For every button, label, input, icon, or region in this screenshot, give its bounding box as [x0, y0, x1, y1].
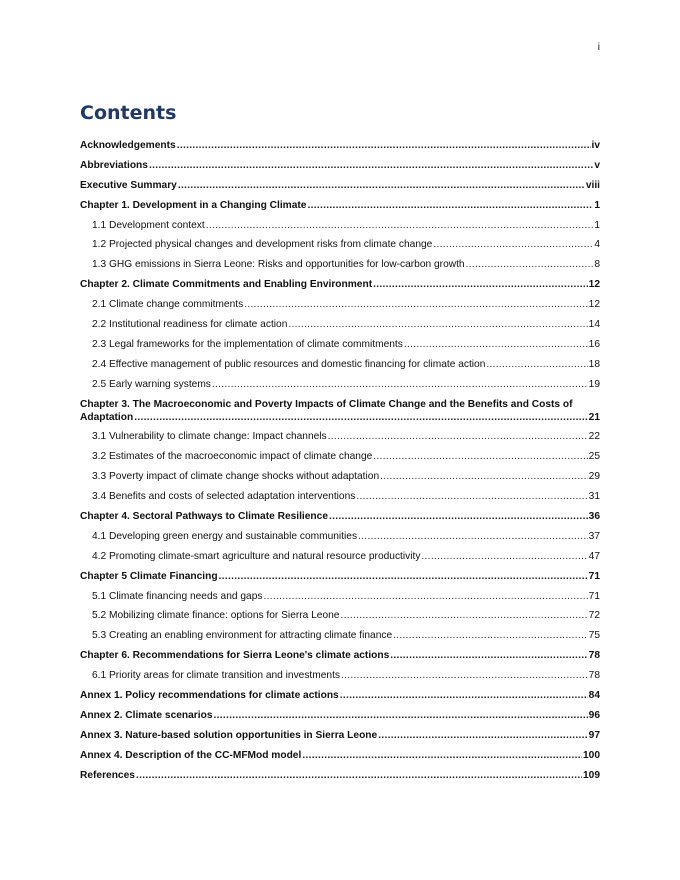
- toc-entry-label: Annex 3. Nature-based solution opportunities in Sierra Leone: [80, 729, 378, 741]
- toc-entry-page: 75: [588, 630, 600, 642]
- toc-entry-page: 31: [588, 491, 600, 503]
- toc-entry-page: 25: [588, 451, 600, 463]
- dot-leader: [136, 769, 582, 782]
- dot-leader: [214, 709, 588, 722]
- dot-leader: [373, 278, 588, 291]
- toc-entry-page: 4: [594, 239, 600, 251]
- toc-entry[interactable]: [80, 358, 600, 371]
- toc-entry-page: v: [594, 159, 600, 171]
- dot-leader: [329, 510, 588, 523]
- dot-leader: [393, 629, 588, 642]
- toc-entry-label: Chapter 5 Climate Financing: [80, 570, 218, 582]
- toc-entry[interactable]: [80, 338, 600, 351]
- toc-entry[interactable]: [80, 378, 600, 391]
- toc-entry[interactable]: [80, 470, 600, 483]
- dot-leader: [373, 450, 587, 463]
- dot-leader: [421, 550, 587, 563]
- dot-leader: [178, 179, 585, 192]
- toc-entry[interactable]: [80, 749, 600, 762]
- toc-entry-page: 29: [588, 471, 600, 483]
- toc-entry-label: 3.4 Benefits and costs of selected adaptation interventions: [92, 491, 356, 503]
- toc-entry-label: 2.2 Institutional readiness for climate action: [92, 319, 288, 331]
- toc-entry-label: 2.3 Legal frameworks for the implementation of climate commitments: [92, 338, 403, 350]
- dot-leader: [380, 470, 588, 483]
- toc-entry-label: Annex 2. Climate scenarios: [80, 709, 213, 721]
- toc-entry-label: 3.2 Estimates of the macroeconomic impact of climate change: [92, 451, 373, 463]
- toc-entry-page: 14: [588, 319, 600, 331]
- toc-entry-label: 2.1 Climate change commitments: [92, 299, 244, 311]
- dot-leader: [466, 258, 594, 271]
- toc-entry[interactable]: [80, 199, 600, 212]
- toc-entry[interactable]: [80, 139, 600, 152]
- toc-entry-label: 3.1 Vulnerability to climate change: Impact channels: [92, 431, 327, 443]
- toc-entry-label: Annex 1. Policy recommendations for climate actions: [80, 690, 339, 702]
- toc-entry[interactable]: [80, 258, 600, 271]
- dot-leader: [358, 530, 588, 543]
- toc-entry[interactable]: [80, 729, 600, 742]
- toc-entry-page: 21: [588, 411, 600, 423]
- toc-entry-page: 12: [588, 299, 600, 311]
- dot-leader: [212, 378, 588, 391]
- toc-entry[interactable]: [80, 709, 600, 722]
- toc-entry-label: References: [80, 769, 135, 781]
- toc-entry-page: 109: [583, 769, 600, 781]
- toc-entry-page: 36: [588, 511, 600, 523]
- toc-entry[interactable]: [80, 159, 600, 172]
- page-title: Contents: [80, 102, 177, 124]
- toc-entry-page: 18: [588, 358, 600, 370]
- toc-entry[interactable]: [80, 398, 600, 424]
- toc-entry-page: 97: [588, 729, 600, 741]
- toc-entry[interactable]: [80, 219, 600, 232]
- toc-entry-page: 96: [588, 709, 600, 721]
- toc-entry-page: 100: [583, 749, 600, 761]
- toc-entry-label: 4.1 Developing green energy and sustainable communities: [92, 530, 358, 542]
- dot-leader: [404, 338, 588, 351]
- toc-entry-page: 16: [588, 338, 600, 350]
- toc-entry[interactable]: [80, 490, 600, 503]
- toc-entry[interactable]: [80, 689, 600, 702]
- toc-entry[interactable]: [80, 430, 600, 443]
- toc-entry-label: Annex 4. Description of the CC-MFMod model: [80, 749, 302, 761]
- dot-leader: [149, 159, 593, 172]
- dot-leader: [307, 199, 593, 212]
- toc-entry-label: Abbreviations: [80, 159, 148, 171]
- toc-entry-label: Adaptation: [80, 411, 134, 423]
- toc-entry-page: 1: [594, 199, 600, 211]
- toc-entry-line: [80, 411, 600, 424]
- toc-entry-label: Chapter 3. The Macroeconomic and Poverty Impacts of Climate Change and the Benefits and Costs of: [80, 398, 573, 410]
- dot-leader: [177, 139, 591, 152]
- toc-entry-page: 84: [588, 690, 600, 702]
- toc-entry-label: Executive Summary: [80, 179, 177, 191]
- dot-leader: [486, 358, 587, 371]
- toc-entry[interactable]: [80, 179, 600, 192]
- toc-entry-label: Acknowledgements: [80, 140, 176, 151]
- toc-entry[interactable]: [80, 318, 600, 331]
- dot-leader: [340, 689, 588, 702]
- toc-entry-label: Chapter 2. Climate Commitments and Enabling Environment: [80, 279, 373, 291]
- toc-entry-page: viii: [585, 179, 600, 191]
- toc-entry[interactable]: [80, 649, 600, 662]
- toc-entry[interactable]: [80, 669, 600, 682]
- toc-entry-label: 5.1 Climate financing needs and gaps: [92, 590, 263, 602]
- dot-leader: [263, 590, 587, 603]
- toc-entry[interactable]: [80, 298, 600, 311]
- toc-entry-page: 1: [594, 219, 600, 231]
- toc-entry-label: 5.3 Creating an enabling environment for attracting climate finance: [92, 630, 393, 642]
- toc-entry-page: 78: [588, 670, 600, 682]
- dot-leader: [206, 219, 594, 232]
- dot-leader: [302, 749, 582, 762]
- toc-entry[interactable]: [80, 530, 600, 543]
- toc-entry-label: 4.2 Promoting climate-smart agriculture and natural resource productivity: [92, 550, 421, 562]
- dot-leader: [341, 669, 588, 682]
- toc-entry-label: 2.4 Effective management of public resources and domestic financing for climate action: [92, 358, 486, 370]
- toc-entry[interactable]: [80, 570, 600, 583]
- toc-entry-label: 5.2 Mobilizing climate finance: options for Sierra Leone: [92, 610, 340, 622]
- dot-leader: [390, 649, 587, 662]
- toc-entry-label: 1.1 Development context: [92, 219, 205, 231]
- dot-leader: [328, 430, 588, 443]
- toc-entry-label: 6.1 Priority areas for climate transition and investments: [92, 670, 341, 682]
- toc-entry-page: 71: [588, 570, 600, 582]
- dot-leader: [134, 411, 587, 424]
- dot-leader: [340, 609, 587, 622]
- toc-entry-page: 22: [588, 431, 600, 443]
- dot-leader: [244, 298, 587, 311]
- dot-leader: [219, 570, 588, 583]
- toc-entry-label: 1.2 Projected physical changes and development risks from climate change: [92, 239, 433, 251]
- toc-entry[interactable]: [80, 278, 600, 291]
- toc-entry-label: 2.5 Early warning systems: [92, 378, 211, 390]
- toc-entry[interactable]: [80, 609, 600, 622]
- toc-entry-label: Chapter 1. Development in a Changing Climate: [80, 199, 307, 211]
- toc-entry-label: Chapter 6. Recommendations for Sierra Leone's climate actions: [80, 650, 390, 662]
- toc-entry-label: Chapter 4. Sectoral Pathways to Climate Resilience: [80, 511, 328, 523]
- toc-entry-page: 8: [594, 259, 600, 271]
- dot-leader: [288, 318, 587, 331]
- toc-entry-page: iv: [591, 140, 600, 151]
- toc-entry-page: 72: [588, 610, 600, 622]
- toc-entry[interactable]: [80, 450, 600, 463]
- toc-entry[interactable]: [80, 510, 600, 523]
- toc-entry-label: 1.3 GHG emissions in Sierra Leone: Risks and opportunities for low-carbon growth: [92, 259, 465, 271]
- toc-entry-page: 47: [588, 550, 600, 562]
- toc-entry-page: 71: [588, 590, 600, 602]
- toc-entry-page: 19: [588, 378, 600, 390]
- toc-entry-line: [80, 398, 600, 411]
- page-number: i: [597, 42, 600, 53]
- dot-leader: [356, 490, 587, 503]
- dot-leader: [433, 238, 593, 251]
- toc-entry[interactable]: [80, 238, 600, 251]
- toc-entry[interactable]: [80, 629, 600, 642]
- toc-entry-page: 78: [588, 650, 600, 662]
- toc-entry[interactable]: [80, 590, 600, 603]
- table-of-contents: [80, 139, 600, 789]
- toc-entry[interactable]: [80, 769, 600, 782]
- toc-entry-label: 3.3 Poverty impact of climate change shocks without adaptation: [92, 471, 380, 483]
- toc-entry-page: 12: [588, 279, 600, 291]
- dot-leader: [378, 729, 587, 742]
- toc-entry-page: 37: [588, 530, 600, 542]
- toc-entry[interactable]: [80, 550, 600, 563]
